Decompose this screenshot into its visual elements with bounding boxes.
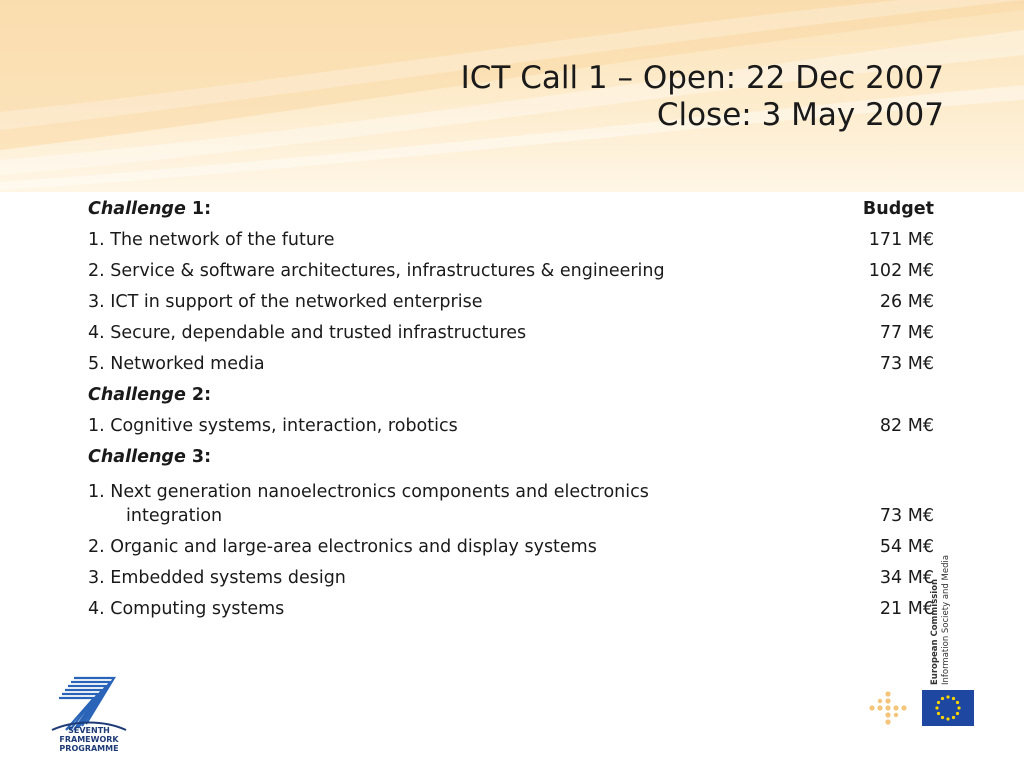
row-label: 4. Secure, dependable and trusted infrastructures <box>88 323 527 343</box>
slide-title <box>461 60 944 134</box>
row-value: 171 M€ <box>868 230 934 250</box>
table-row <box>88 254 940 285</box>
european-commission-label <box>930 545 960 685</box>
table-row <box>88 316 940 347</box>
challenge-word: Challenge <box>88 385 186 405</box>
row-label-line-1: 1. Next generation nanoelectronics components and electronics <box>88 482 649 502</box>
row-label: 2. Organic and large-area electronics and display systems <box>88 537 597 557</box>
table-row <box>88 409 940 440</box>
row-value: 77 M€ <box>879 323 934 343</box>
row-value: 102 M€ <box>868 261 934 281</box>
row-label: 4. Computing systems <box>88 599 285 619</box>
challenge-word: Challenge <box>88 447 186 467</box>
title-line-1: ICT Call 1 – Open: 22 Dec 2007 <box>460 60 944 96</box>
row-value: 82 M€ <box>879 416 934 436</box>
table-row <box>88 347 940 378</box>
row-label: 5. Networked media <box>88 354 265 374</box>
table-row <box>88 471 940 530</box>
challenge-2-heading <box>88 383 211 407</box>
row-value: 73 M€ <box>879 506 934 526</box>
header-band <box>0 0 1024 192</box>
row-label: 2. Service & software architectures, infrastructures & engineering <box>88 261 665 281</box>
eu-org-line-1: European Commission <box>930 578 940 685</box>
row-label: 3. Embedded systems design <box>88 568 346 588</box>
budget-table <box>88 192 940 623</box>
challenge-number: 1: <box>185 199 212 219</box>
row-label: 3. ICT in support of the networked enterprise <box>88 292 483 312</box>
challenge-number: 2: <box>185 385 212 405</box>
challenge-1-header-row <box>88 192 940 223</box>
table-row <box>88 285 940 316</box>
table-row <box>88 223 940 254</box>
title-line-2: Close: 3 May 2007 <box>656 97 944 133</box>
fp7-line-1: SEVENTH FRAMEWORK <box>59 726 119 744</box>
eu-flag-icon <box>922 690 974 726</box>
challenge-1-heading <box>88 197 211 221</box>
challenge-number: 3: <box>185 447 212 467</box>
row-value: 21 M€ <box>879 599 934 619</box>
challenge-2-header-row <box>88 378 940 409</box>
challenge-word: Challenge <box>88 199 186 219</box>
dots-decoration-icon <box>868 690 908 726</box>
row-value: 54 M€ <box>879 537 934 557</box>
fp7-programme-label <box>44 726 134 753</box>
table-row <box>88 530 940 561</box>
row-value: 26 M€ <box>879 292 934 312</box>
row-label-line-2: integration <box>126 506 223 526</box>
fp7-line-2: PROGRAMME <box>59 744 119 753</box>
challenge-3-heading <box>88 445 211 469</box>
table-row <box>88 561 940 592</box>
row-value: 73 M€ <box>879 354 934 374</box>
eu-org-line-2: Information Society and Media <box>941 554 951 685</box>
challenge-3-header-row <box>88 440 940 471</box>
row-label <box>88 480 649 528</box>
table-row <box>88 592 940 623</box>
row-label: 1. Cognitive systems, interaction, robotics <box>88 416 458 436</box>
row-label: 1. The network of the future <box>88 230 335 250</box>
row-value: 34 M€ <box>879 568 934 588</box>
budget-column-header: Budget <box>862 199 934 219</box>
